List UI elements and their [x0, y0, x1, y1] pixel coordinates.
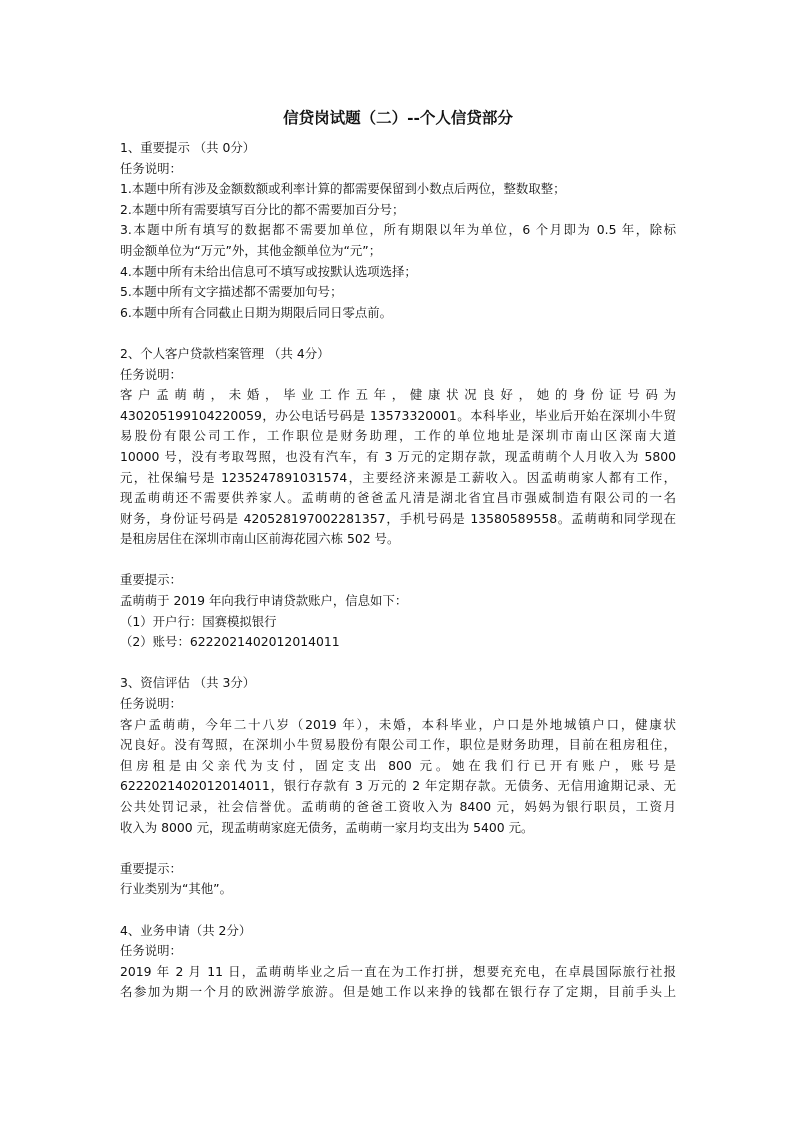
- section-3-heading: 3、资信评估 （共 3分）: [120, 675, 256, 691]
- section-2-tip-line: 孟萌萌于 2019 年向我行申请贷款账户，信息如下：: [120, 593, 408, 609]
- section-1-line: 1.本题中所有涉及金额数额或利率计算的都需要保留到小数点后两位，整数取整；: [120, 181, 566, 197]
- document-page: [120, 104, 676, 1003]
- section-2-tip-label: 重要提示：: [120, 572, 182, 588]
- section-3-line: 6222021402012014011，银行存款有 3 万元的 2 年定期存款。无债务、无信用逾期记录、无: [120, 778, 676, 794]
- section-2-line: 10000 号，没有考取驾照，也没有汽车，有 3 万元的定期存款，现孟萌萌个人月收入为 5800: [120, 448, 676, 464]
- spacer: [120, 900, 676, 921]
- section-3-tip-label: 重要提示：: [120, 860, 182, 876]
- section-2-line: 客户孟萌萌，未婚，毕业工作五年，健康状况良好，她的身份证号码为: [120, 387, 676, 403]
- section-2-line: 元，社保编号是 1235247891031574，主要经济来源是工薪收入。因孟萌萌家人都有工作，: [120, 469, 676, 485]
- spacer: [120, 838, 676, 859]
- section-1-line: 3.本题中所有填写的数据都不需要加单位，所有期限以年为单位，6 个月即为 0.5 年，除标: [120, 222, 676, 238]
- section-4-line: 2019 年 2 月 11 日，孟萌萌毕业之后一直在为工作打拼，想要充充电，在卓晨国际旅行社报: [120, 963, 676, 979]
- spacer: [120, 653, 676, 674]
- section-2-line: 易股份有限公司工作，工作职位是财务助理，工作的单位地址是深圳市南山区深南大道: [120, 428, 676, 444]
- section-2-label: 任务说明：: [120, 366, 182, 382]
- section-3-line: 况良好。没有驾照，在深圳小牛贸易股份有限公司工作，职位是财务助理，目前在租房租住，: [120, 737, 676, 753]
- section-2-line: 是租房居住在深圳市南山区前海花园六栋 502 号。: [120, 531, 400, 547]
- spacer: [120, 550, 676, 571]
- section-1-line: 明金额单位为“万元”外，其他金额单位为“元”；: [120, 242, 382, 258]
- section-3-line: 收入为 8000 元，现孟萌萌家庭无债务，孟萌萌一家月均支出为 5400 元。: [120, 819, 534, 835]
- section-1-label: 任务说明：: [120, 160, 182, 176]
- section-2-heading: 2、个人客户贷款档案管理 （共 4分）: [120, 345, 330, 361]
- section-2-line: 430205199104220059，办公电话号码是 13573320001。本科毕业，毕业后开始在深圳小牛贸: [120, 407, 676, 423]
- section-2-tip-line: （2）账号：6222021402012014011: [120, 634, 340, 650]
- section-4-label: 任务说明：: [120, 943, 182, 959]
- section-1-heading: 1、重要提示 （共 0分）: [120, 140, 256, 155]
- section-3-tip-line: 行业类别为“其他”。: [120, 881, 232, 897]
- section-3-line: 客户孟萌萌，今年二十八岁（2019 年），未婚，本科毕业，户口是外地城镇户口，健康状: [120, 716, 676, 732]
- document-title: 信贷岗试题（二）--个人信贷部分: [283, 108, 513, 127]
- section-1-line: 5.本题中所有文字描述都不需要加句号；: [120, 284, 343, 300]
- section-2-line: 财务，身份证号码是 420528197002281357，手机号码是 13580589558。孟萌萌和同学现在: [120, 510, 676, 526]
- section-4-heading: 4、业务申请（共 2分）: [120, 922, 252, 938]
- section-1-line: 4.本题中所有未给出信息可不填写或按默认选项选择；: [120, 263, 417, 279]
- section-1-line: 2.本题中所有需要填写百分比的都不需要加百分号；: [120, 201, 405, 217]
- section-3-line: 但房租是由父亲代为支付，固定支出 800 元。她在我们行已开有账户，账号是: [120, 757, 676, 773]
- section-4-line: 名参加为期一个月的欧洲游学旅游。但是她工作以来挣的钱都在银行存了定期，目前手头上: [120, 984, 676, 1000]
- section-3-line: 公共处罚记录，社会信誉优。孟萌萌的爸爸工资收入为 8400 元，妈妈为银行职员，工资月: [120, 799, 676, 814]
- section-3-label: 任务说明：: [120, 696, 182, 712]
- spacer: [120, 323, 676, 344]
- section-1-line: 6.本题中所有合同截止日期为期限后同日零点前。: [120, 304, 393, 320]
- section-2-tip-line: （1）开户行：国赛模拟银行: [120, 613, 277, 629]
- section-2-line: 现孟萌萌还不需要供养家人。孟萌萌的爸爸孟凡清是湖北省宜昌市强威制造有限公司的一名: [120, 490, 676, 506]
